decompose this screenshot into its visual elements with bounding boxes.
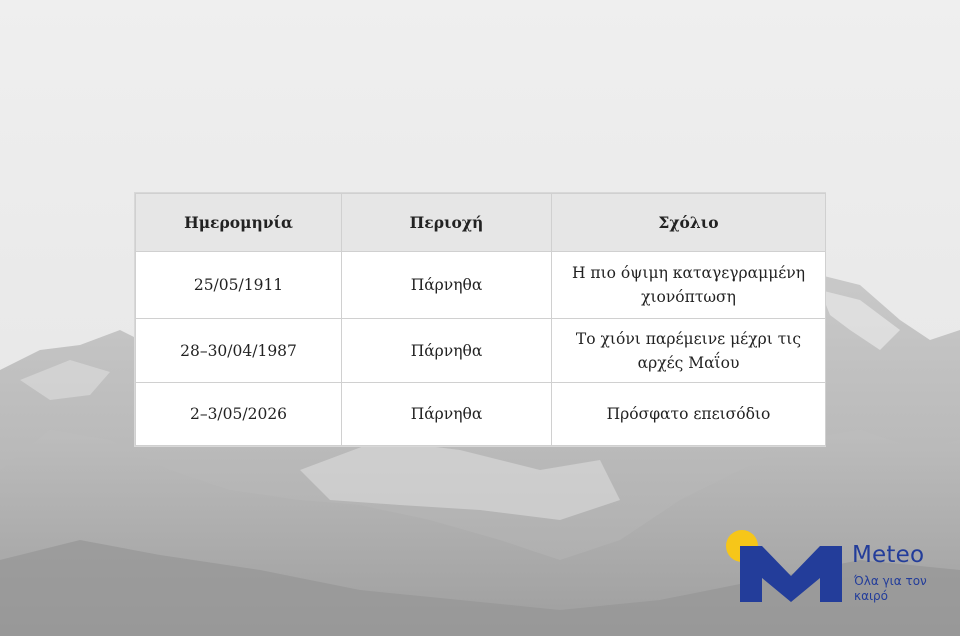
column-header-region: Περιοχή [342,194,552,252]
comment-cell: Το χιόνι παρέμεινε μέχρι τις αρχές Μαΐου [552,319,826,383]
brand-name: Meteo [852,542,925,568]
table-row [136,252,826,319]
date-cell: 2–3/05/2026 [136,383,342,446]
region-cell: Πάρνηθα [342,383,552,446]
meteo-m-icon [740,546,842,602]
comment-cell: Πρόσφατο επεισόδιο [552,383,826,446]
column-header-date: Ημερομηνία [136,194,342,252]
date-cell: 25/05/1911 [136,252,342,319]
column-header-comment: Σχόλιο [552,194,826,252]
brand-tagline: Όλα για τον καιρό [854,574,927,603]
table-row [136,319,826,383]
region-cell: Πάρνηθα [342,319,552,383]
comment-cell: Η πιο όψιμη καταγεγραμμένη χιονόπτωση [552,252,826,319]
date-cell: 28–30/04/1987 [136,319,342,383]
meteo-logo [722,526,942,606]
region-cell: Πάρνηθα [342,252,552,319]
table-header-row [136,194,826,252]
snowfall-records-table [135,193,825,446]
table-row [136,383,826,446]
